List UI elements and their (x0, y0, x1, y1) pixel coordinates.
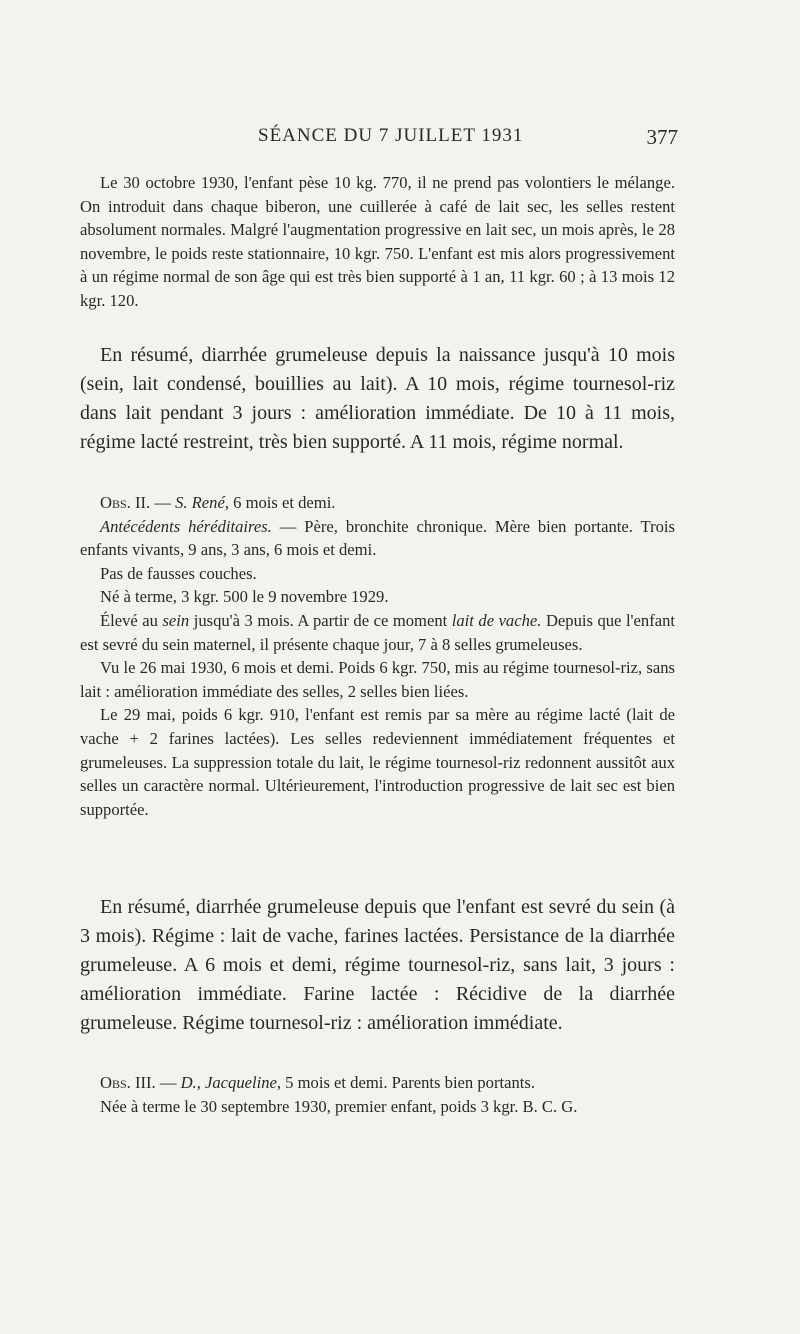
obs2-raised-sein: sein (162, 610, 190, 630)
obs2-raised-lait: lait de vache. (451, 610, 542, 630)
obs2-raised-2: jusqu'à 3 mois. A partir de ce moment (189, 610, 452, 630)
page-number: 377 (646, 125, 678, 149)
obs3-age: 5 mois et demi. Parents bien portants. (281, 1073, 535, 1092)
paragraph-summary-2: En résumé, diarrhée grumeleuse depuis que l'enfant est sevré du sein (à 3 mois). Régime : lait de vache, farines lactées. Persistance de la diarrhée grumeleuse. A 6 mois et demi, régime tournesol-riz, sans lait, 3 jours : amélioration immédiate. Farine lactée : Récidive de la diarrhée grumeleuse. Régime tournesol-riz : amélioration immédiate. (80, 896, 675, 1034)
obs2-patient-name: René, (191, 493, 229, 512)
obs2-birth: Né à terme, 3 kgr. 500 le 9 novembre 1929. (100, 587, 389, 607)
paragraph-case-followup: Le 30 octobre 1930, l'enfant pèse 10 kg. 770, il ne prend pas volontiers le mélange. On introduit dans chaque biberon, une cuillerée à café de lait sec, les selles restent absolument normales. Malgré l'augmentation progressive en lait sec, un mois après, le 28 novembre, le poids reste stationnaire, 10 kgr. 750. L'enfant est mis alors progressivement à un régime normal de son âge qui est très bien supporté à 1 an, 11 kgr. 60 ; à 13 mois 12 kgr. 120. (80, 173, 675, 310)
observation-3 (80, 1071, 675, 1118)
observation-2 (80, 491, 675, 821)
obs2-antecedents-label: Antécédents héréditaires. (100, 516, 272, 536)
obs3-heading (80, 1071, 675, 1095)
obs2-age: 6 mois et demi. (228, 493, 336, 512)
obs2-heading (80, 491, 675, 515)
running-head: SÉANCE DU 7 JUILLET 1931 (258, 125, 524, 146)
obs2-antecedents (80, 515, 675, 562)
obs2-label: Obs. II. (100, 493, 151, 512)
paragraph-summary-1: En résumé, diarrhée grumeleuse depuis la naissance jusqu'à 10 mois (sein, lait condensé, bouillies au lait). A 10 mois, régime tournesol-riz dans lait pendant 3 jours : amélioration immédiate. De 10 à 11 mois, régime lacté restreint, très bien supporté. A 11 mois, régime normal. (80, 344, 675, 453)
obs3-birth: Née à terme le 30 septembre 1930, premier enfant, poids 3 kgr. B. C. G. (100, 1096, 578, 1116)
obs2-feeding (80, 609, 675, 656)
obs3-patient-name: D., Jacqueline, (180, 1073, 282, 1092)
obs2-miscarriages: Pas de fausses couches. (100, 563, 257, 583)
obs2-raised-3: Depuis que l'enfant est sevré du sein maternel, il présente chaque jour, 7 à 8 selles grumeleuses. (80, 610, 675, 654)
obs3-dash: — (155, 1073, 181, 1092)
obs2-raised-1: Élevé au (100, 610, 163, 630)
obs2-patient-initial: S. (175, 493, 188, 512)
obs2-may-26: Vu le 26 mai 1930, 6 mois et demi. Poids 6 kgr. 750, mis au régime tournesol-riz, sans lait : amélioration immédiate des selles, 2 selles bien liées. (80, 658, 675, 701)
obs2-dash: — (150, 493, 176, 512)
obs2-may-29: Le 29 mai, poids 6 kgr. 910, l'enfant est remis par sa mère au régime lacté (lait de vache + 2 farines lactées). Les selles redeviennent immédiatement fréquentes et grumeleuses. La suppression totale du lait, le régime tournesol-riz redonnent aussitôt aux selles un caractère normal. Ultérieurement, l'introduction progressive de lait sec est bien supportée. (80, 705, 675, 819)
obs3-label: Obs. III. (100, 1073, 156, 1092)
obs2-antecedents-text: — Père, bronchite chronique. Mère bien portante. Trois enfants vivants, 9 ans, 3 ans, 6 mois et demi. (80, 516, 675, 560)
page-header (78, 125, 678, 155)
